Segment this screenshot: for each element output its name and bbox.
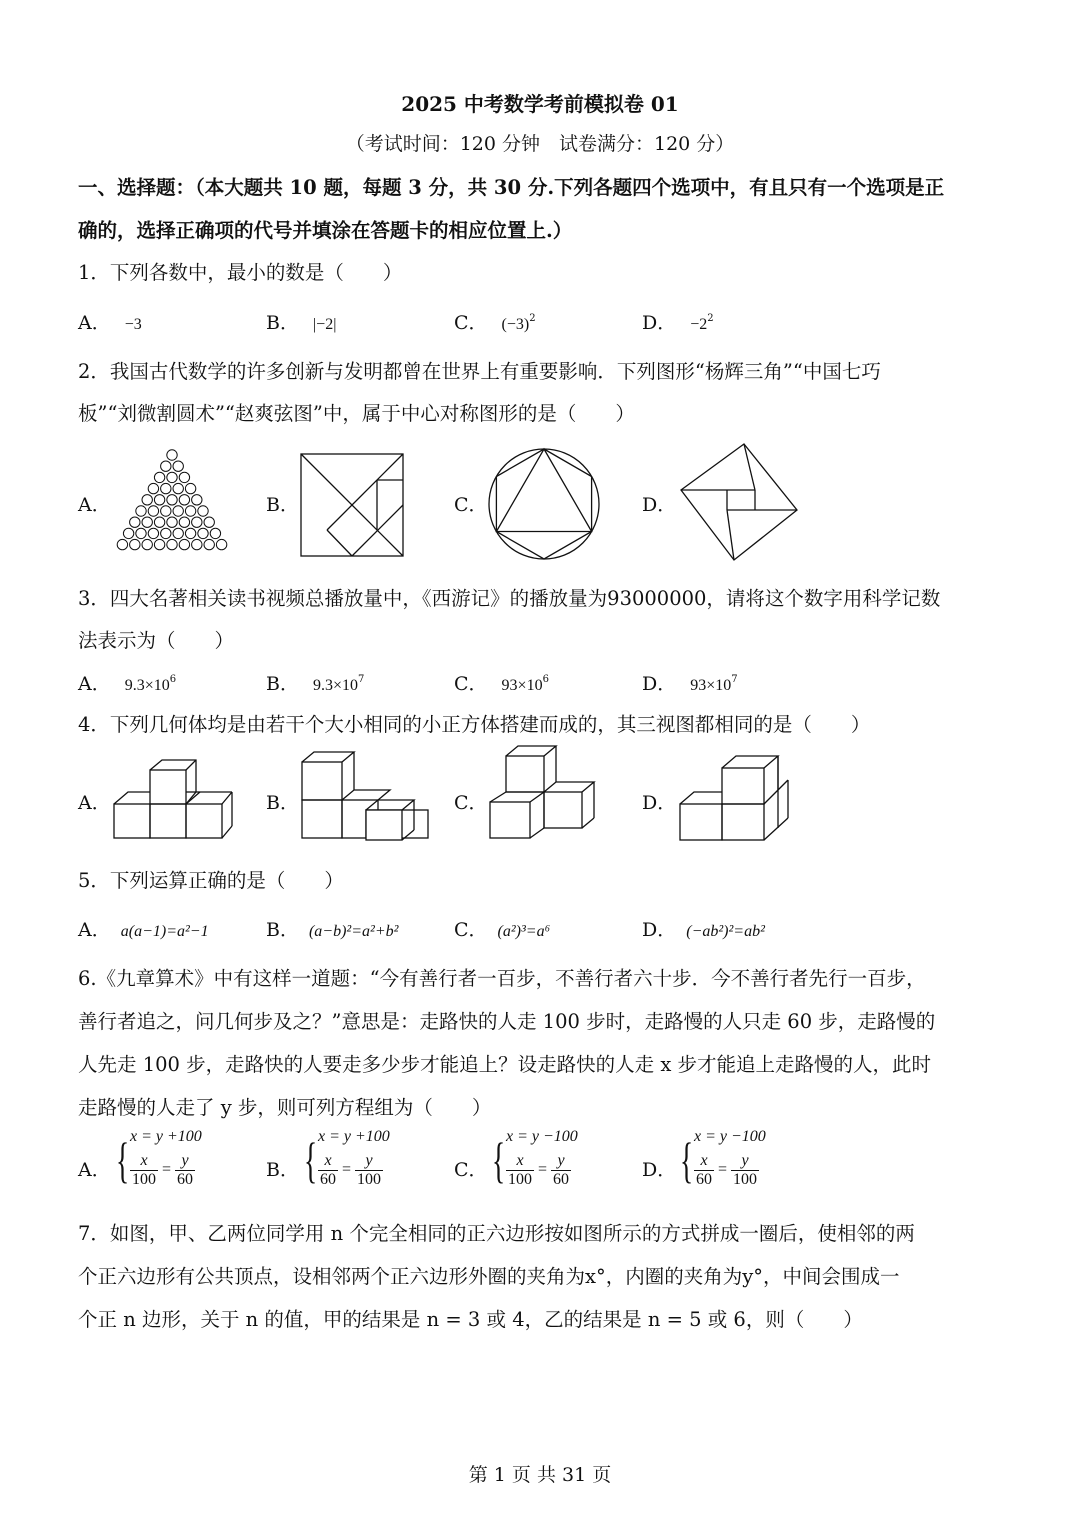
triangle-circle: [154, 539, 164, 549]
triangle-circle: [167, 517, 177, 527]
q1-option-a[interactable]: A． −3: [78, 312, 142, 334]
triangle-circle: [148, 528, 158, 538]
triangle-circle: [167, 472, 177, 482]
q4-option-d[interactable]: D．: [642, 792, 677, 814]
triangle-circle: [192, 539, 202, 549]
triangle-circle: [185, 528, 195, 538]
q4-option-a[interactable]: A．: [78, 792, 111, 814]
triangle-circle: [161, 461, 171, 471]
cubes-figure-c: [486, 742, 606, 842]
q6-stem-line1: 6.《九章算术》中有这样一道题：“今有善行者一百步，不善行者六十步．今不善行者先行一百步，: [78, 967, 926, 990]
brace: {: [492, 1132, 506, 1188]
q7-stem-line2: 个正六边形有公共顶点，设相邻两个正六边形外圈的夹角为x°，内圈的夹角为y°，中间会围成一: [78, 1265, 900, 1288]
q4-option-c[interactable]: C．: [454, 792, 488, 814]
triangle-circle: [179, 517, 189, 527]
triangle-circle: [161, 528, 171, 538]
triangle-circle: [142, 539, 152, 549]
section-heading-line2: 确的，选择正确项的代号并填涂在答题卡的相应位置上.）: [78, 219, 573, 242]
q3-option-b[interactable]: B． $9.3\times 10^7$: [266, 673, 365, 695]
q7-stem-line1: 7．如图，甲、乙两位同学用 n 个完全相同的正六边形按如图所示的方式拼成一圈后，使相邻的两: [78, 1222, 915, 1245]
triangle-circle: [185, 483, 195, 493]
triangle-circle: [148, 506, 158, 516]
q1-option-d[interactable]: D． $-2^2$: [642, 312, 714, 334]
q2-option-d[interactable]: D．: [642, 494, 677, 516]
triangle-circle: [142, 495, 152, 505]
triangle-circle: [216, 539, 226, 549]
triangle-circle: [173, 528, 183, 538]
triangle-circle: [130, 517, 140, 527]
q1-option-b[interactable]: B． |−2|: [266, 312, 337, 334]
triangle-circle: [167, 539, 177, 549]
q4-option-b[interactable]: B．: [266, 792, 299, 814]
triangle-circle: [204, 539, 214, 549]
triangle-circle: [130, 539, 140, 549]
q6-option-d-label[interactable]: D．: [642, 1159, 677, 1181]
q6-stem-line4: 走路慢的人走了 y 步，则可列方程组为（ ）: [78, 1096, 492, 1119]
q1-option-c[interactable]: C． $(-3)^2$: [454, 312, 536, 334]
triangle-circle: [154, 495, 164, 505]
section-heading-line1: 一、选择题：（本大题共 10 题，每题 3 分，共 30 分.下列各题四个选项中，有且只有一个选项是正: [78, 176, 945, 199]
cubes-figure-b: [298, 748, 438, 842]
triangle-circle: [204, 517, 214, 527]
q5-option-c[interactable]: C． (a²)³=a⁶: [454, 919, 551, 941]
q4-stem: 4．下列几何体均是由若干个大小相同的小正方体搭建而成的，其三视图都相同的是（ ）: [78, 713, 871, 736]
q2-option-b[interactable]: B．: [266, 494, 299, 516]
brace: {: [116, 1132, 130, 1188]
q3-option-c[interactable]: C． $93\times 10^6$: [454, 673, 549, 695]
triangle-circle: [192, 517, 202, 527]
triangle-circle: [154, 517, 164, 527]
triangle-circle: [198, 506, 208, 516]
triangle-circle: [179, 539, 189, 549]
triangle-circle: [154, 472, 164, 482]
q1-stem: 1．下列各数中，最小的数是（ ）: [78, 261, 403, 284]
page-footer: 第 1 页 共 31 页: [468, 1464, 612, 1486]
triangle-circle: [173, 461, 183, 471]
q6-option-a-label[interactable]: A．: [78, 1159, 111, 1181]
q2-stem-line1: 2．我国古代数学的许多创新与发明都曾在世界上有重要影响．下列图形“杨辉三角”“中国七巧: [78, 360, 881, 383]
q5-option-b[interactable]: B． (a−b)²=a²+b²: [266, 919, 399, 941]
triangle-circle: [136, 506, 146, 516]
tangram-figure: [299, 452, 405, 558]
brace: {: [304, 1132, 318, 1188]
triangle-circle: [167, 495, 177, 505]
yanghui-triangle-figure: [108, 448, 236, 554]
q3-stem-line1: 3．四大名著相关读书视频总播放量中，《西游记》的播放量为93000000，请将这个数字用科学记数: [78, 587, 941, 610]
q2-option-c[interactable]: C．: [454, 494, 488, 516]
triangle-circle: [198, 528, 208, 538]
page-title: 2025 中考数学考前模拟卷 01: [401, 92, 679, 116]
q5-option-d[interactable]: D． (−ab²)²=ab²: [642, 919, 765, 941]
circle-polygon-figure: [486, 446, 602, 562]
zhaoshuang-figure: [678, 442, 800, 562]
brace: {: [680, 1132, 694, 1188]
triangle-circle: [161, 483, 171, 493]
triangle-circle: [148, 483, 158, 493]
q3-stem-line2: 法表示为（ ）: [78, 629, 235, 652]
triangle-circle: [179, 495, 189, 505]
triangle-circle: [210, 528, 220, 538]
cubes-figure-a: [110, 758, 236, 842]
q6-stem-line3: 人先走 100 步，走路快的人要走多少步才能追上？设走路快的人走 x 步才能追上走路慢的人，此时: [78, 1053, 932, 1076]
q6-option-b-label[interactable]: B．: [266, 1159, 299, 1181]
triangle-circle: [173, 506, 183, 516]
q2-option-a[interactable]: A．: [78, 494, 111, 516]
triangle-circle: [192, 495, 202, 505]
triangle-circle: [179, 472, 189, 482]
q5-stem: 5．下列运算正确的是（ ）: [78, 869, 344, 892]
triangle-circle: [161, 506, 171, 516]
triangle-circle: [123, 528, 133, 538]
q6-option-c-label[interactable]: C．: [454, 1159, 488, 1181]
q3-option-a[interactable]: A． $9.3\times 10^6$: [78, 673, 177, 695]
triangle-circle: [173, 483, 183, 493]
q3-option-d[interactable]: D． $93\times 10^7$: [642, 673, 738, 695]
q2-stem-line2: 板”“刘微割圆术”“赵爽弦图”中，属于中心对称图形的是（ ）: [78, 402, 635, 425]
q5-option-a[interactable]: A． a(a−1)=a²−1: [78, 919, 209, 941]
triangle-circle: [185, 506, 195, 516]
triangle-circle: [136, 528, 146, 538]
q7-stem-line3: 个正 n 边形，关于 n 的值，甲的结果是 n = 3 或 4，乙的结果是 n = 5 或 6，则（ ）: [78, 1308, 863, 1331]
cubes-figure-d: [676, 748, 796, 844]
triangle-circle: [142, 517, 152, 527]
triangle-circle: [117, 539, 127, 549]
triangle-circle: [167, 450, 177, 460]
exam-info: （考试时间：120 分钟 试卷满分：120 分）: [345, 133, 735, 155]
q6-stem-line2: 善行者追之，问几何步及之？”意思是：走路快的人走 100 步时，走路慢的人只走 60 步，走路慢的: [78, 1010, 936, 1033]
